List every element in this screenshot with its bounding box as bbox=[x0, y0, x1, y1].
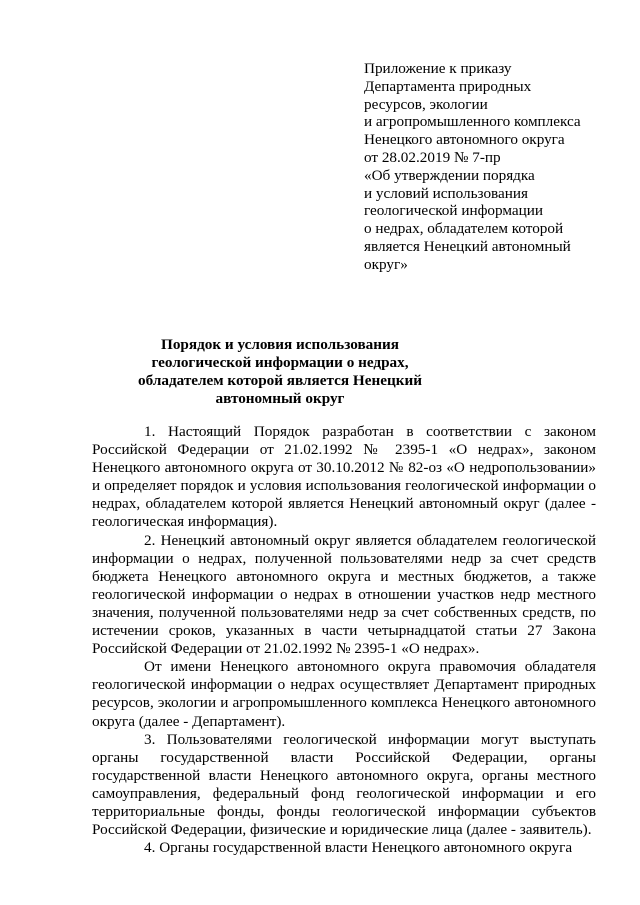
appendix-line: ресурсов, экологии bbox=[364, 95, 488, 113]
appendix-line: и агропромышленного комплекса bbox=[364, 113, 581, 131]
appendix-line: Департамента природных bbox=[364, 77, 532, 95]
appendix-line: от 28.02.2019 № 7-пр bbox=[364, 148, 501, 166]
appendix-header bbox=[364, 60, 614, 274]
paragraph-1: 1. Настоящий Порядок разработан в соответствии с законом Российской Федерации от 21.02.1992 № 2395-1 «О недрах», законом Ненецкого автономного округа от 30.10.2012 № 82-оз «О недропользовании» и определяет порядок и условия использования геологической информации о недрах, обладателем которой является Ненецкий автономный округ (далее - геологическая информация). bbox=[92, 423, 596, 531]
appendix-line: Ненецкого автономного округа bbox=[364, 131, 565, 149]
title-line: обладателем которой является Ненецкий bbox=[138, 372, 422, 389]
appendix-line: о недрах, обладателем которой bbox=[364, 220, 564, 238]
paragraph-3: 3. Пользователями геологической информации могут выступать органы государственной власти Российской Федерации, органы государственной власти Ненецкого автономного округа, органы местного самоуправления, федеральный фонд геологической информации и его территориальные фонды, фонды геологической информации субъектов Российской Федерации, физические и юридические лица (далее - заявитель). bbox=[92, 730, 596, 839]
appendix-line: является Ненецкий автономный bbox=[364, 237, 571, 255]
title-line: автономный округ bbox=[215, 390, 345, 407]
paragraph-4: 4. Органы государственной власти Ненецкого автономного округа bbox=[144, 839, 573, 857]
appendix-line: геологической информации bbox=[364, 202, 544, 220]
title-line: геологической информации о недрах, bbox=[151, 354, 409, 371]
title-line: Порядок и условия использования bbox=[161, 336, 399, 353]
appendix-line: округ» bbox=[364, 255, 408, 273]
appendix-line: и условий использования bbox=[364, 184, 529, 202]
document-body bbox=[92, 423, 596, 857]
paragraph-2: 2. Ненецкий автономный округ является обладателем геологической информации о недрах, полученной пользователями недр за счет средств бюджета Ненецкого автономного округа и местных бюджетов, а также геологической информации о недрах в отношении участков недр местного значения, полученной пользователями недр за счет собственных средств, по истечении сроков, указанных в части четырнадцатой статьи 27 Закона Российской Федерации от 21.02.1992 № 2395-1 «О недрах». bbox=[92, 531, 596, 658]
appendix-line: Приложение к приказу bbox=[364, 60, 512, 77]
paragraph-2-continued: От имени Ненецкого автономного округа правомочия обладателя геологической информации о недрах осуществляет Департамент природных ресурсов, экологии и агропромышленного комплекса Ненецкого автономного округа (далее - Департамент). bbox=[92, 658, 596, 730]
document-title bbox=[90, 336, 470, 408]
appendix-line: «Об утверждении порядка bbox=[364, 166, 535, 184]
